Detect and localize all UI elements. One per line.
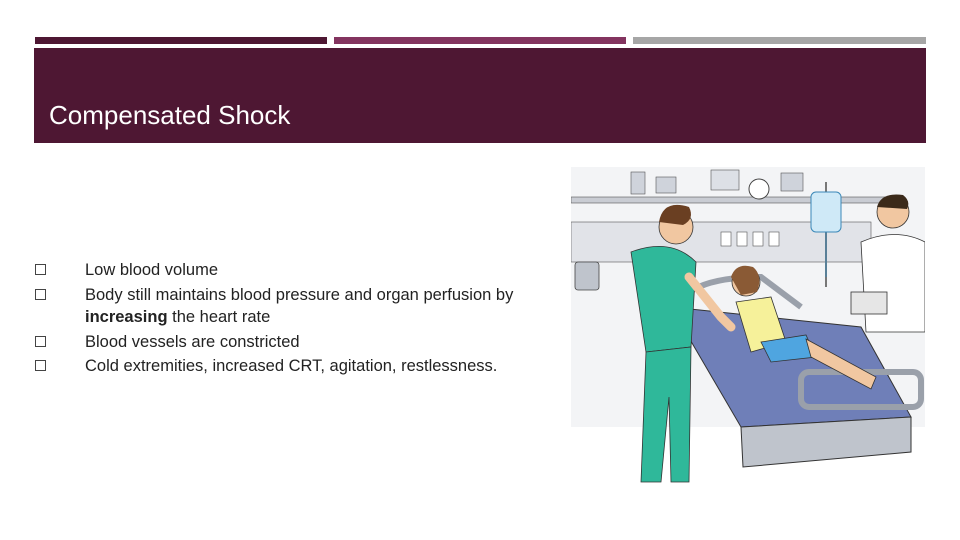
bullet-text: Blood vessels are constricted xyxy=(85,332,300,351)
bullet-item xyxy=(34,331,564,354)
checkbox-bullet-icon xyxy=(35,289,46,300)
bullet-text: Low blood volume xyxy=(85,261,218,279)
bullet-list xyxy=(34,259,564,380)
bullet-bold-text: increasing xyxy=(85,308,168,326)
bullet-text: the heart rate xyxy=(167,308,271,326)
accent-bar-2 xyxy=(334,37,626,44)
bullet-item xyxy=(34,259,564,282)
checkbox-bullet-icon xyxy=(35,360,46,371)
accent-bar-1 xyxy=(35,37,327,44)
checkbox-bullet-icon xyxy=(35,264,46,275)
checkbox-bullet-icon xyxy=(35,336,46,347)
accent-bar-3 xyxy=(633,37,926,44)
bullet-text: Body still maintains blood pressure and organ perfusion by xyxy=(85,285,514,304)
bullet-item xyxy=(34,284,564,329)
bullet-item xyxy=(34,355,564,378)
hospital-scene-illustration xyxy=(571,167,925,485)
slide-title: Compensated Shock xyxy=(49,100,291,130)
bullet-text: Cold extremities, increased CRT, agitation, restlessness. xyxy=(85,357,498,375)
